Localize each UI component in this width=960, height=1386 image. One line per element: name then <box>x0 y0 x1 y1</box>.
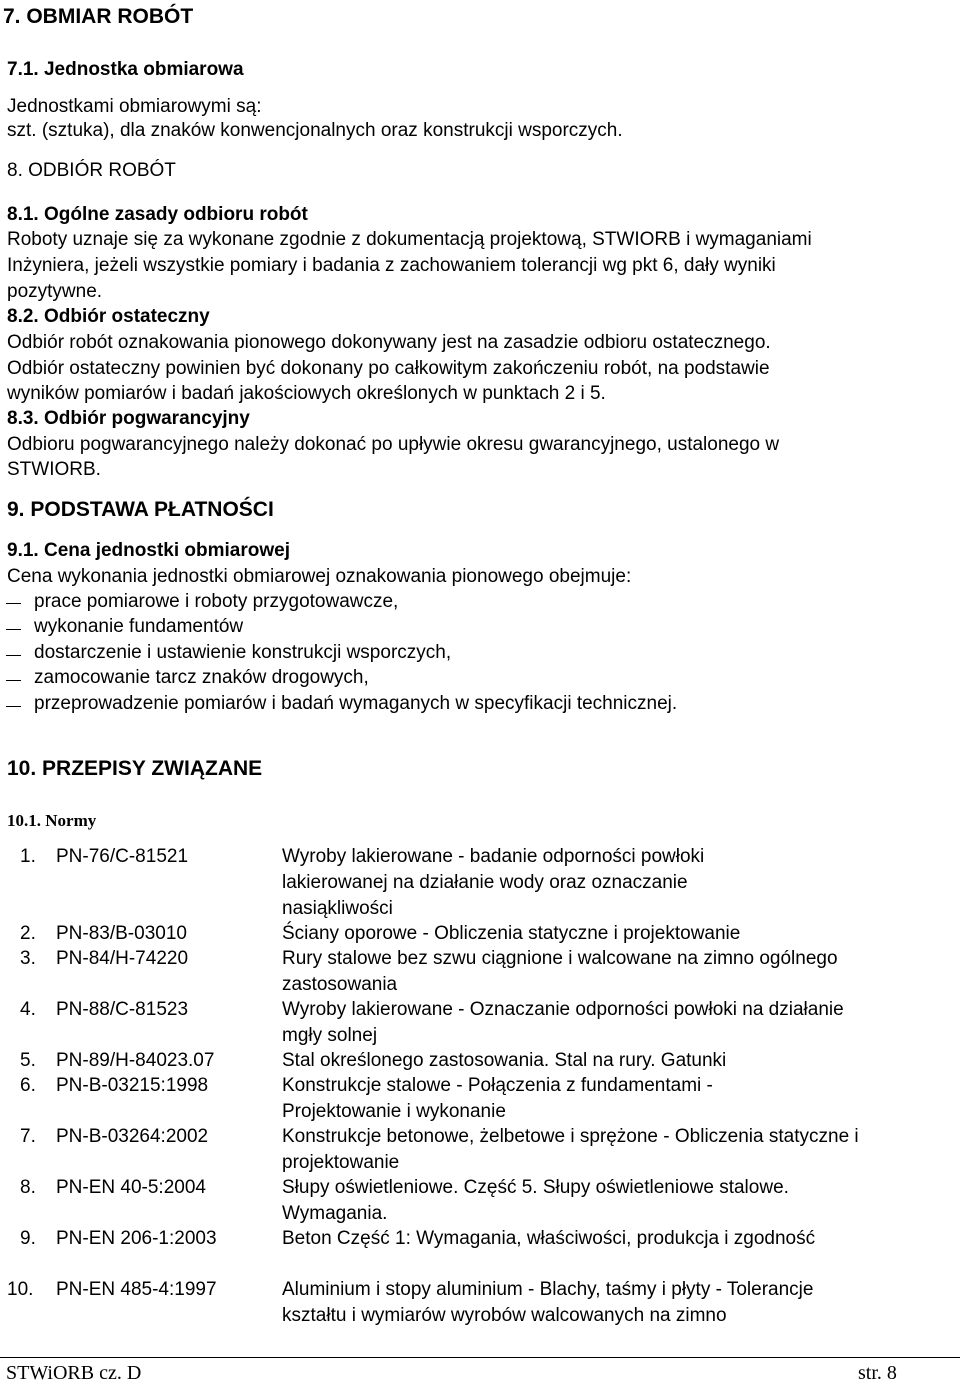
paragraph-line: Odbiór robót oznakowania pionowego dokonywany jest na zasadzie odbioru ostatecznego. <box>7 332 771 353</box>
list-item <box>0 590 900 615</box>
norm-description: Ściany oporowe - Obliczenia statyczne i projektowanie <box>282 923 741 944</box>
table-row <box>0 1048 960 1073</box>
paragraph-line: pozytywne. <box>7 281 103 302</box>
footer-doc-name: STWiORB cz. D <box>6 1362 142 1384</box>
table-row <box>0 946 960 996</box>
norm-number: 10. <box>7 1279 34 1300</box>
norm-description: Stal określonego zastosowania. Stal na rury. Gatunki <box>282 1050 727 1071</box>
norm-code: PN-B-03264:2002 <box>56 1126 209 1147</box>
norm-number: 8. <box>20 1177 36 1198</box>
section-8-title: 8. ODBIÓR ROBÓT <box>7 160 176 181</box>
list-item <box>0 642 900 667</box>
norm-code: PN-89/H-84023.07 <box>56 1050 215 1071</box>
norm-description: Aluminium i stopy aluminium - Blachy, taśmy i płyty - Tolerancje kształtu i wymiarów wyrobów walcowanych na zimno <box>282 1279 814 1326</box>
dash-bullet-icon <box>6 706 21 707</box>
table-row <box>0 997 960 1047</box>
section-7-title: 7. OBMIAR ROBÓT <box>3 5 194 28</box>
table-row <box>0 921 960 946</box>
footer-divider <box>0 1357 960 1358</box>
norm-number: 4. <box>20 999 36 1020</box>
table-row <box>0 1175 960 1225</box>
norm-number: 5. <box>20 1050 36 1071</box>
paragraph-line: Odbiór ostateczny powinien być dokonany po całkowitym zakończeniu robót, na podstawie <box>7 358 770 379</box>
norm-number: 9. <box>20 1228 36 1249</box>
list-item-text: przeprowadzenie pomiarów i badań wymaganych w specyfikacji technicznej. <box>34 693 678 714</box>
footer-page-number: str. 8 <box>858 1362 897 1384</box>
norm-code: PN-EN 485-4:1997 <box>56 1279 217 1300</box>
dash-bullet-icon <box>6 655 21 656</box>
table-row <box>0 844 960 920</box>
list-item-text: wykonanie fundamentów <box>34 616 244 637</box>
norm-description: Rury stalowe bez szwu ciągnione i walcowane na zimno ogólnego zastosowania <box>282 948 838 995</box>
norm-description: Wyroby lakierowane - badanie odporności powłoki lakierowanej na działanie wody oraz oznaczanie nasiąkliwości <box>282 846 705 919</box>
paragraph-line: Odbioru pogwarancyjnego należy dokonać po upływie okresu gwarancyjnego, ustalonego w <box>7 434 780 455</box>
norm-number: 7. <box>20 1126 36 1147</box>
cost-items-list <box>0 590 960 720</box>
table-row <box>0 1226 960 1276</box>
norm-description: Beton Część 1: Wymagania, właściwości, produkcja i zgodność <box>282 1228 816 1249</box>
norm-number: 3. <box>20 948 36 969</box>
section-9-1-intro: Cena wykonania jednostki obmiarowej oznakowania pionowego obejmuje: <box>7 566 632 587</box>
paragraph-line: wyników pomiarów i badań jakościowych określonych w punktach 2 i 5. <box>7 383 606 404</box>
section-8-2-title: 8.2. Odbiór ostateczny <box>7 306 210 327</box>
paragraph-line: Roboty uznaje się za wykonane zgodnie z dokumentacją projektową, STWIORB i wymaganiami <box>7 229 812 250</box>
paragraph-line: Inżyniera, jeżeli wszystkie pomiary i badania z zachowaniem tolerancji wg pkt 6, dały wyniki <box>7 255 776 276</box>
section-10-title: 10. PRZEPISY ZWIĄZANE <box>7 757 263 780</box>
list-item-text: prace pomiarowe i roboty przygotowawcze, <box>34 591 399 612</box>
norm-number: 2. <box>20 923 36 944</box>
norm-description: Konstrukcje stalowe - Połączenia z fundamentami - Projektowanie i wykonanie <box>282 1075 713 1122</box>
norm-description: Konstrukcje betonowe, żelbetowe i sprężone - Obliczenia statyczne i projektowanie <box>282 1126 859 1173</box>
section-8-3-title: 8.3. Odbiór pogwarancyjny <box>7 408 250 429</box>
list-item-text: dostarczenie i ustawienie konstrukcji wsporczych, <box>34 642 452 663</box>
section-7-1-line: Jednostkami obmiarowymi są: <box>7 96 262 117</box>
list-item-text: zamocowanie tarcz znaków drogowych, <box>34 667 369 688</box>
section-8-1-title: 8.1. Ogólne zasady odbioru robót <box>7 204 308 225</box>
norm-code: PN-EN 40-5:2004 <box>56 1177 206 1198</box>
norm-code: PN-EN 206-1:2003 <box>56 1228 217 1249</box>
norm-code: PN-83/B-03010 <box>56 923 187 944</box>
norm-number: 1. <box>20 846 36 867</box>
paragraph-line: STWIORB. <box>7 459 101 480</box>
table-row <box>0 1073 960 1123</box>
dash-bullet-icon <box>6 603 21 604</box>
list-item <box>0 693 900 718</box>
norm-code: PN-88/C-81523 <box>56 999 189 1020</box>
dash-bullet-icon <box>6 629 21 630</box>
norm-code: PN-76/C-81521 <box>56 846 189 867</box>
section-9-1-title: 9.1. Cena jednostki obmiarowej <box>7 540 290 561</box>
norm-number: 6. <box>20 1075 36 1096</box>
dash-bullet-icon <box>6 680 21 681</box>
section-7-1-title: 7.1. Jednostka obmiarowa <box>7 59 244 80</box>
norms-table <box>0 844 960 1354</box>
norm-code: PN-B-03215:1998 <box>56 1075 209 1096</box>
list-item <box>0 616 900 641</box>
norm-description: Słupy oświetleniowe. Część 5. Słupy oświetleniowe stalowe. Wymagania. <box>282 1177 789 1224</box>
norm-description: Wyroby lakierowane - Oznaczanie odporności powłoki na działanie mgły solnej <box>282 999 844 1046</box>
norm-code: PN-84/H-74220 <box>56 948 189 969</box>
table-row <box>0 1277 960 1353</box>
section-10-1-title: 10.1. Normy <box>7 811 97 830</box>
section-9-title: 9. PODSTAWA PŁATNOŚCI <box>7 498 274 521</box>
table-row <box>0 1124 960 1174</box>
list-item <box>0 667 900 692</box>
section-7-1-line: szt. (sztuka), dla znaków konwencjonalnych oraz konstrukcji wsporczych. <box>7 120 623 141</box>
